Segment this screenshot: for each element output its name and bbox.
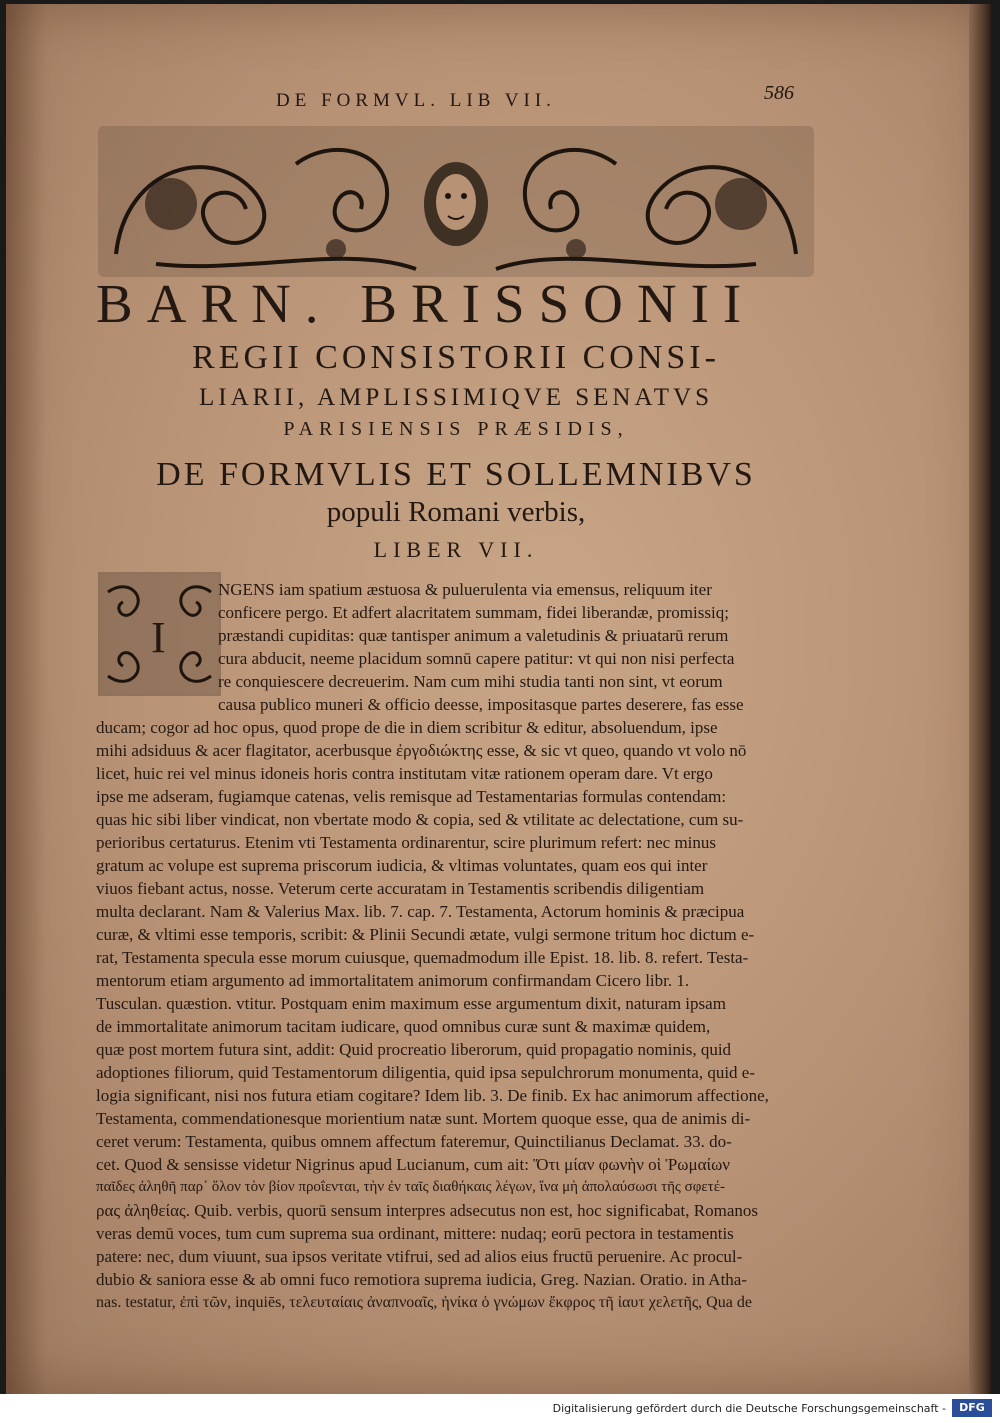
- body-line: viuos fiebant actus, nosse. Veterum certe accuratam in Testamentis scribendis diligentiam: [96, 879, 705, 898]
- body-line: mihi adsiduus & acer flagitator, acerbusque ἐργοδιώκτης esse, & sic vt queo, quando vt volo nō: [96, 741, 747, 760]
- book-number: LIBER VII.: [373, 537, 539, 562]
- ornamental-headpiece: [96, 124, 816, 279]
- body-line: licet, huic rei vel minus idoneis horis contra institutam vitæ rationem operam dare. Vt ergo: [96, 764, 713, 783]
- body-line: Tusculan. quæstion. vtitur. Postquam enim maximum esse argumentum dixit, naturam ipsam: [96, 994, 726, 1013]
- title-line-2: REGII CONSISTORII CONSI-: [192, 339, 720, 376]
- running-head: DE FORMVL. LIB VII.: [276, 90, 556, 111]
- body-line: παῖδες ἀληθῆ παρ᾽ ὅλον τὸν βίον προΐενται, τὴν ἐν ταῖς διαθήκαις λέγων, ἵνα μὴ ἀπολαύσωσι τῆς σφετέ-: [96, 1179, 725, 1195]
- body-line: dubio & saniora esse & ab omni fuco remotiora suprema iudicia, Greg. Nazian. Oratio. in Atha-: [96, 1270, 748, 1289]
- body-line: nas. testatur, ἐπὶ τῶν, inquiēs, τελευταίαις ἀναπνοαῖς, ἡνίκα ὁ γνώμων ἔκφρος τῆ ἰαυτ χελετῆς, Qua de: [96, 1294, 752, 1311]
- body-line: curæ, & vltimi esse temporis, scribit: & Plinii Secundi ætate, vulgi sermone tritum hoc dictum e-: [96, 925, 755, 944]
- body-line: patere: nec, dum viuunt, sua ipsos veritate vtifrui, sed ad alios eius fructū peruenire. Ac procul-: [96, 1247, 743, 1266]
- title-line-3: LIARII, AMPLISSIMIQVE SENATVS: [199, 384, 713, 411]
- body-line: causa publico muneri & officio deesse, impositasque partes deserere, fas esse: [218, 695, 744, 714]
- body-line: ceret verum: Testamenta, quibus omnem affectum fateremur, Quinctilianus Declamat. 33. do-: [96, 1132, 732, 1151]
- dfg-logo: DFG: [952, 1399, 992, 1417]
- body-line: ρας ἀληθείας. Quib. verbis, quorū sensum interpres adsecutus non est, hoc significabat, Romanos: [96, 1201, 758, 1220]
- body-line: adoptiones filiorum, quid Testamentorum diligentia, quid ipsa sepulchrorum monumenta, quid e-: [96, 1063, 756, 1082]
- book-page: [6, 4, 991, 1394]
- body-line: quas hic sibi liber vindicat, non vbertate modo & copia, sed & vtilitate ac delectatione, cum su-: [96, 810, 744, 829]
- body-line: veras demū voces, tum cum suprema sua ordinant, mittere: nudaq; eorū pectora in testamentis: [96, 1224, 734, 1243]
- body-line: ducam; cogor ad hoc opus, quod prope de die in diem scribitur & editur, absoluendum, ipse: [96, 718, 718, 737]
- body-line: præstandi cupiditas: quæ tantisper animum a valetudinis & priuatarū rerum: [218, 626, 729, 645]
- body-line: multa declarant. Nam & Valerius Max. lib. 7. cap. 7. Testamenta, Actorum hominis & præcipua: [96, 902, 745, 921]
- spine-shadow: [6, 4, 46, 1394]
- body-line: mentorum etiam argumento ad immortalitatem animorum confirmandam Cicero libr. 1.: [96, 971, 690, 990]
- body-line: conficere pergo. Et adfert alacritatem summam, fidei liberandæ, promissiq;: [218, 603, 729, 622]
- body-line: de immortalitate animorum tacitam iudicare, quod omnibus curæ sunt & maximæ quidem,: [96, 1017, 711, 1036]
- title-line-author: BARN. BRISSONII: [96, 273, 756, 334]
- footer-credit: Digitalisierung gefördert durch die Deutsche Forschungsgemeinschaft -: [552, 1402, 946, 1415]
- initial-letter: I: [151, 613, 166, 662]
- digitization-footer: [0, 1394, 1000, 1423]
- body-line: perioribus certaturus. Etenim vti Testamenta ordinarentur, scire plurimum refert: nec minus: [96, 833, 717, 852]
- body-line: ipse me adseram, fugiamque catenas, velis remisque ad Testamentarias formulas contendam:: [96, 787, 727, 806]
- body-line: NGENS iam spatium æstuosa & puluerulenta via emensus, reliquum iter: [218, 580, 712, 599]
- page-number: 586: [764, 82, 794, 104]
- body-line: cet. Quod & sensisse videtur Nigrinus apud Lucianum, cum ait: Ὅτι μίαν φωνὴν οἱ Ῥωμαίων: [96, 1155, 730, 1174]
- body-line: cura abducit, neeme placidum somnū capere patitur: vt qui non nisi perfecta: [218, 649, 735, 668]
- work-subtitle: populi Romani verbis,: [326, 496, 586, 528]
- work-title: DE FORMVLIS ET SOLLEMNIBVS: [156, 456, 756, 493]
- body-line: re conquiescere decreuerim. Nam cum mihi studia tanti non sint, vt eorum: [218, 672, 723, 691]
- body-line: rat, Testamenta specula esse morum cuiusque, quemadmodum ille Epist. 18. lib. 8. refert. Testa-: [96, 948, 749, 967]
- body-line: Testamenta, commendationesque morientium natæ sunt. Mortem quoque esse, qua de animis di-: [96, 1109, 751, 1128]
- body-line: quæ post mortem futura sint, addit: Quid procreatio liberorum, quid propagatio nominis, quid: [96, 1040, 732, 1059]
- body-line: gratum ac volupe est suprema priscorum iudicia, & vltimas voluntates, quam eos qui inter: [96, 856, 708, 875]
- page-edge: [969, 4, 991, 1394]
- body-line: logia significant, nisi nos futura etiam cogitare? Idem lib. 3. De finib. Ex hac animorum affectione,: [96, 1086, 769, 1105]
- title-line-4: PARISIENSIS PRÆSIDIS,: [283, 418, 629, 440]
